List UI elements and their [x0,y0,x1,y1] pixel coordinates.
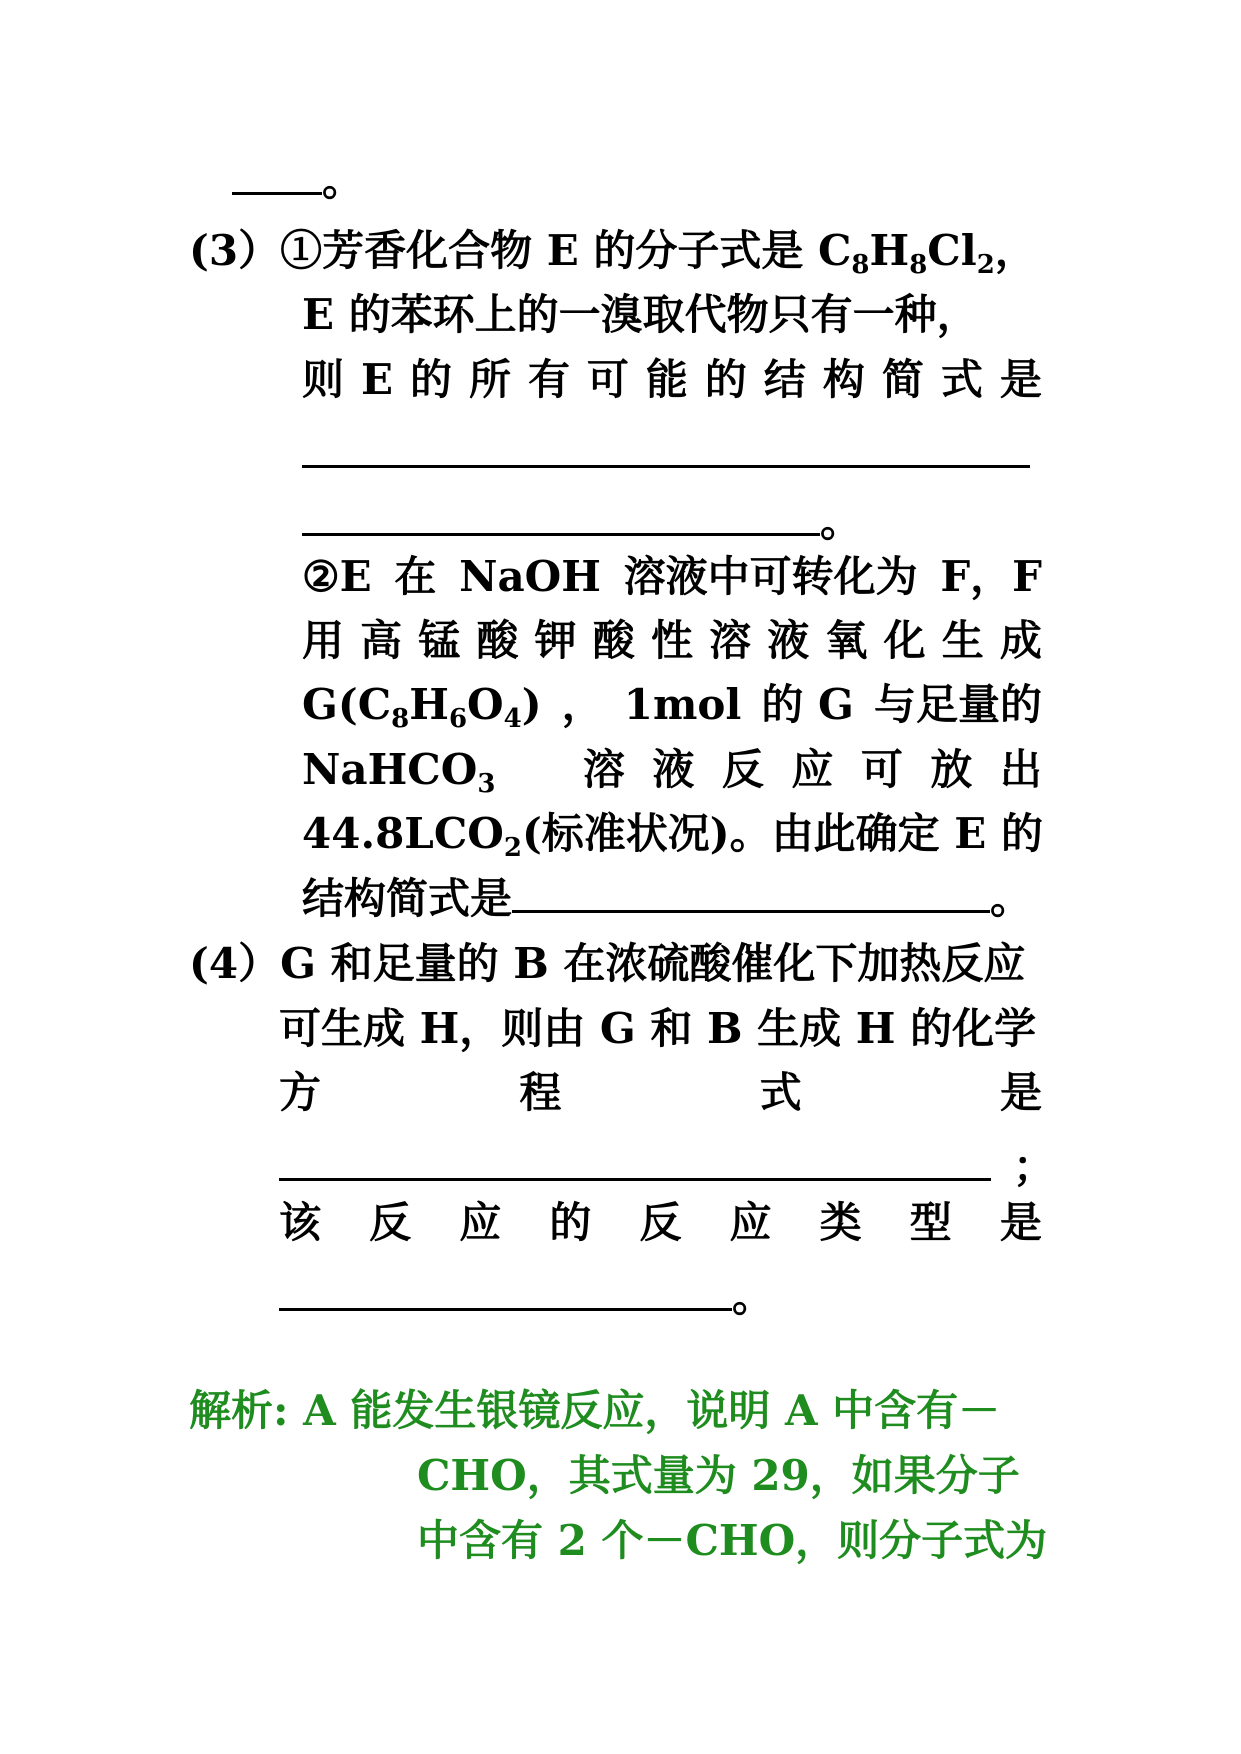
answer-blank [279,1174,991,1181]
question-4-line-5 [279,1198,1042,1247]
char: 生 [941,616,984,665]
char: 钾 [534,616,577,665]
char: 酸 [476,616,519,665]
text: ， [994,226,1037,275]
char: 有 [527,355,570,404]
char: 用 [302,616,345,665]
char: 液 [652,745,695,794]
char: 反 [639,1198,682,1247]
answer-blank-long [302,465,1030,468]
question-3-part-2-line-4 [302,745,1042,799]
char: 出 [999,745,1042,794]
char: 可 [586,355,629,404]
subscript: 4 [503,704,522,734]
char: 性 [650,616,693,665]
text: NaOH [459,552,601,601]
char: 类 [819,1198,862,1247]
question-4-line-4 [279,1142,1056,1191]
char: 所 [468,355,511,404]
char: 结 [763,355,806,404]
char: 是 [999,1198,1042,1247]
text: G(C [302,680,392,729]
char: 反 [721,745,764,794]
char: 锰 [418,616,461,665]
char: 应 [459,1198,502,1247]
answer-line-2 [302,497,863,546]
char: 可 [860,745,903,794]
period: 。 [732,1272,775,1321]
subscript: 3 [477,769,496,799]
char: 的 [704,355,747,404]
question-3-line-1 [189,226,1037,280]
char: 应 [791,745,834,794]
question-4-line-3 [279,1068,1042,1117]
char: 则 [302,355,345,404]
char: 能 [645,355,688,404]
text: 的 G [761,680,854,729]
char: 的 [409,355,452,404]
subscript: 8 [391,704,410,734]
question-number: (3） [189,226,281,275]
char: 酸 [592,616,635,665]
char: 成 [999,616,1042,665]
question-3-part-2-line-1 [302,552,1042,601]
subscript: 2 [976,250,995,280]
char: 是 [999,1068,1042,1117]
question-3-line-3 [302,355,1042,404]
char: 应 [729,1198,772,1247]
question-3-line-2: E 的苯环上的一溴取代物只有一种， [302,290,979,339]
char: 化 [883,616,926,665]
text: 结构简式是 [302,874,513,923]
char: 该 [279,1198,322,1247]
text: NaHCO [302,745,478,794]
analysis-line-2: CHO，其式量为 29，如果分子 [417,1451,1020,1500]
text: 溶液中可转化为 [623,552,918,601]
question-number: (4） [189,939,281,988]
text: ②E [302,552,372,601]
question-4-line-2: 可生成 H，则由 G 和 B 生成 H 的化学 [279,1004,1037,1053]
answer-blank [232,188,322,195]
answer-blank [279,1304,732,1311]
char: 溶 [582,745,625,794]
char: E [360,355,393,404]
text: H [869,226,910,275]
text: H [409,680,449,729]
text: 在 [394,552,437,601]
text: G 和足量的 B 在浓硫酸催化下加热反应 [280,939,1026,988]
text: (标准状况)。由此确定 E 的 [521,809,1043,858]
answer-line-prev [232,156,365,205]
char: 溶 [709,616,752,665]
char: 高 [360,616,403,665]
question-4-line-6 [279,1272,775,1321]
question-3-part-2-line-5 [302,809,1043,863]
char: 型 [909,1198,952,1247]
subscript: 8 [909,250,928,280]
answer-blank [512,906,990,913]
comma: ， [561,680,604,729]
char: 反 [369,1198,412,1247]
char: 的 [549,1198,592,1247]
text: F，F [940,552,1042,601]
question-3-part-2-line-2 [302,616,1042,665]
char: 程 [519,1068,562,1117]
subscript: 8 [851,250,870,280]
text: 1mol [623,680,742,729]
formula-nahco3 [302,745,496,799]
text: O [467,680,504,729]
question-3-part-2-line-6 [302,874,1033,923]
text: Cl [927,226,977,275]
period: 。 [990,874,1033,923]
analysis-line-3: 中含有 2 个－CHO，则分子式为 [417,1516,1048,1565]
subscript: 6 [448,704,468,734]
char: 液 [767,616,810,665]
semicolon: ； [1013,1142,1056,1191]
char: 放 [930,745,973,794]
subscript: 2 [503,833,522,863]
char: 构 [822,355,865,404]
text: ) [521,680,542,729]
question-3-part-2-line-3 [302,680,1042,734]
analysis-line-1: 解析: A 能发生银镜反应，说明 A 中含有－ [189,1386,1001,1435]
char: 方 [279,1068,322,1117]
char: 式 [940,355,983,404]
char: 简 [881,355,924,404]
answer-blank [302,529,820,536]
char: 是 [999,355,1042,404]
char: 氧 [825,616,868,665]
text: 44.8LCO [302,809,504,858]
formula-g [302,680,542,734]
period: 。 [820,497,863,546]
period: 。 [322,156,365,205]
text: 与足量的 [873,680,1042,729]
text: ①芳香化合物 E 的分子式是 C [280,226,852,275]
question-4-line-1 [189,939,1026,988]
char: 式 [759,1068,802,1117]
